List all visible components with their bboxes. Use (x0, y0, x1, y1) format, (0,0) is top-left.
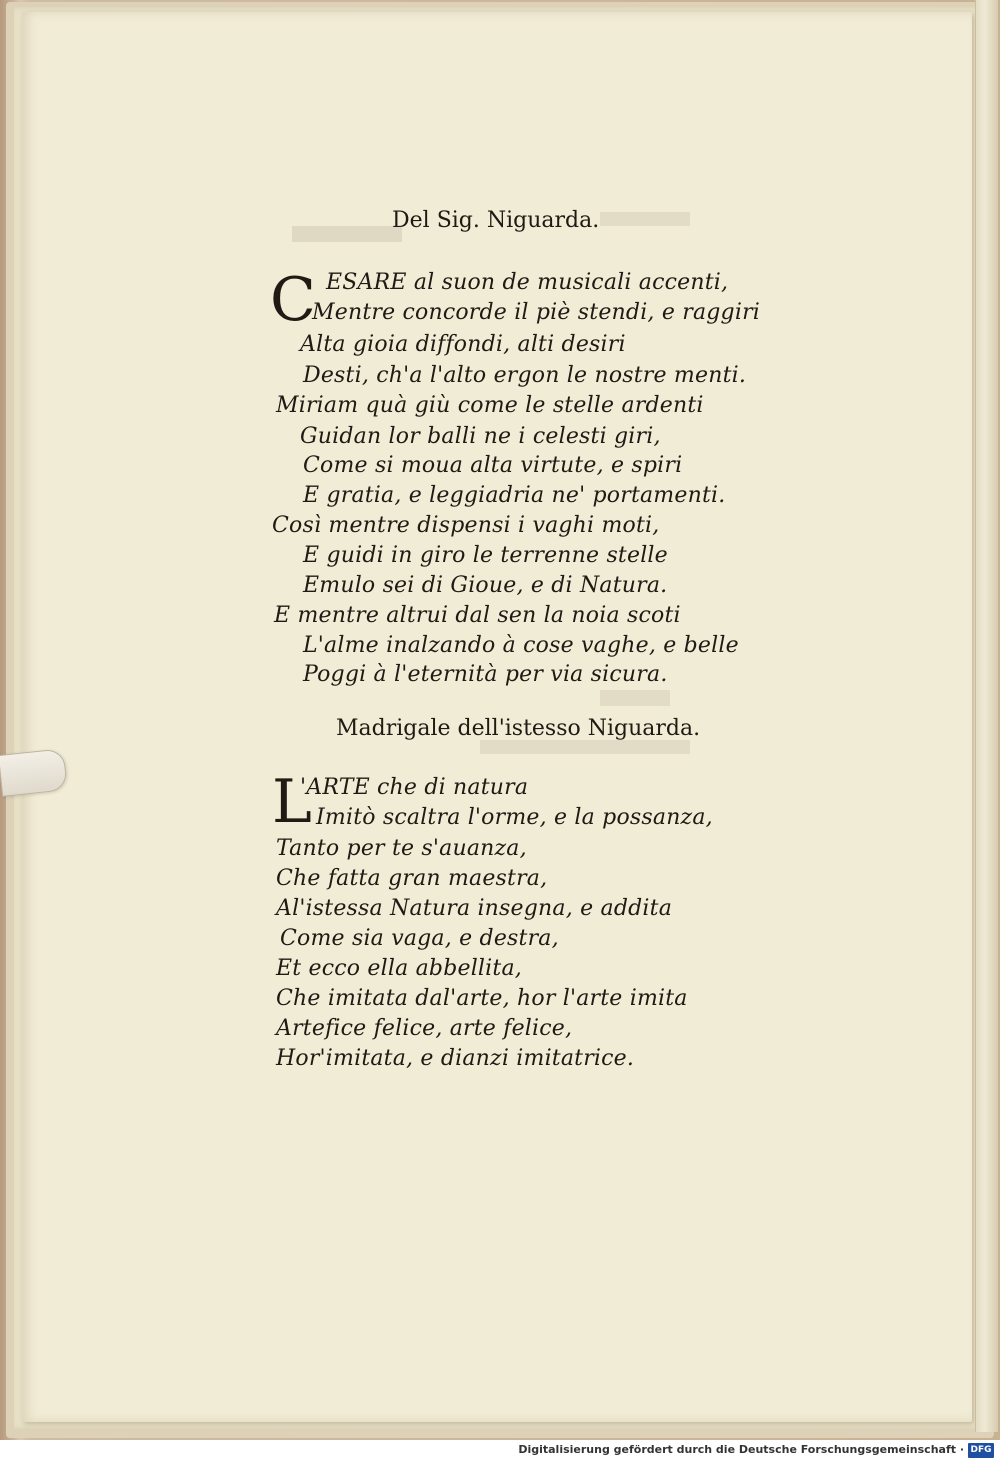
poem2-line-8: Che imitata dal'arte, hor l'arte imita (276, 986, 688, 1011)
dfg-logo-icon: DFG (968, 1443, 994, 1458)
poem2-line-10: Hor'imitata, e dianzi imitatrice. (276, 1046, 635, 1071)
show-through (600, 690, 670, 706)
funding-credit: Digitalisierung gefördert durch die Deutsche Forschungsgemeinschaft · (518, 1443, 964, 1456)
poem1-heading: Del Sig. Niguarda. (392, 208, 600, 233)
poem2-line-3: Tanto per te s'auanza, (276, 836, 527, 861)
poem2-line-1: 'ARTE che di natura (300, 775, 529, 800)
poem1-line-3: Alta gioia diffondi, alti desiri (300, 332, 626, 357)
poem1-dropcap: C (270, 265, 316, 335)
poem2-line-9: Artefice felice, arte felice, (276, 1016, 573, 1041)
show-through (600, 212, 690, 226)
poem2-heading: Madrigale dell'istesso Niguarda. (336, 716, 701, 741)
show-through (292, 226, 402, 242)
show-through (480, 740, 690, 754)
poem1-line-8: E gratia, e leggiadria ne' portamenti. (303, 483, 726, 508)
poem2-dropcap: L (272, 767, 312, 837)
poem1-line-6: Guidan lor balli ne i celesti giri, (300, 424, 661, 449)
poem2-line-7: Et ecco ella abbellita, (276, 956, 522, 981)
poem1-line-14: Poggi à l'eternità per via sicura. (303, 662, 668, 687)
poem2-line-4: Che fatta gran maestra, (276, 866, 548, 891)
poem1-line-1: ESARE al suon de musicali accenti, (326, 270, 729, 295)
poem2-line-6: Come sia vaga, e destra, (280, 926, 559, 951)
page-edge (975, 0, 998, 1432)
poem1-line-5: Miriam quà giù come le stelle ardenti (276, 393, 704, 418)
poem1-line-7: Come si moua alta virtute, e spiri (303, 453, 683, 478)
poem1-line-11: Emulo sei di Gioue, e di Natura. (303, 573, 668, 598)
poem1-line-9: Così mentre dispensi i vaghi moti, (272, 513, 660, 538)
poem1-line-2: Mentre concorde il piè stendi, e raggiri (312, 300, 761, 325)
poem2-line-5: Al'istessa Natura insegna, e addita (276, 896, 673, 921)
poem1-line-10: E guidi in giro le terrenne stelle (303, 543, 668, 568)
poem1-line-12: E mentre altrui dal sen la noia scoti (274, 603, 681, 628)
poem1-line-13: L'alme inalzando à cose vaghe, e belle (303, 633, 739, 658)
poem1-line-4: Desti, ch'a l'alto ergon le nostre menti. (303, 363, 747, 388)
poem2-line-2: Imitò scaltra l'orme, e la possanza, (316, 805, 713, 830)
